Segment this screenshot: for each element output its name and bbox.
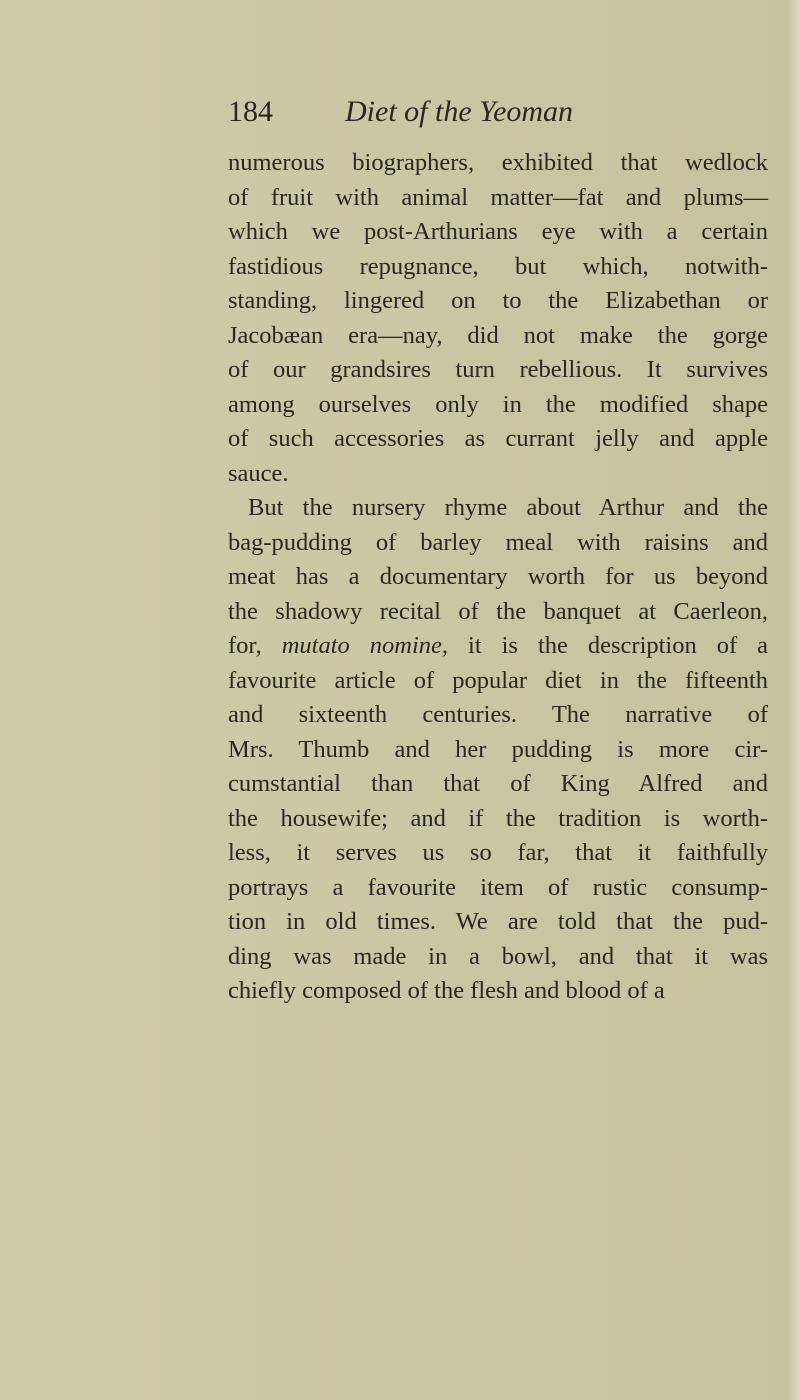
text-line: the housewife; and if the tradition is worth- (228, 804, 768, 832)
text-line: ding was made in a bowl, and that it was (228, 942, 768, 970)
page-header (228, 90, 668, 134)
italic-phrase: mutato nomine, (281, 632, 449, 659)
page-number: 184 (228, 95, 273, 128)
text-line: of such accessories as currant jelly and apple (228, 425, 768, 452)
text-line: portrays a favourite item of rustic consump- (228, 873, 768, 901)
text-line: numerous biographers, exhibited that wedlock (228, 149, 768, 176)
text-line: fastidious repugnance, but which, notwith- (228, 252, 768, 280)
text-line: bag-pudding of barley meal with raisins and (228, 528, 768, 556)
text-line: standing, lingered on to the Elizabethan or (228, 287, 768, 314)
text-fragment: it is the description of a (468, 632, 768, 659)
text-line: Jacobæan era—nay, did not make the gorge (228, 321, 768, 349)
text-line: of our grandsires turn rebellious. It survives (228, 356, 768, 383)
running-title: Diet of the Yeoman (345, 95, 574, 128)
text-line: tion in old times. We are told that the pud- (228, 908, 768, 935)
text-line: chiefly composed of the flesh and blood of a (228, 977, 665, 1004)
text-line: meat has a documentary worth for us beyond (228, 563, 768, 590)
text-line: But the nursery rhyme about Arthur and the (248, 494, 768, 521)
text-line (228, 629, 768, 664)
text-line: sauce. (228, 459, 289, 487)
text-fragment: for, (228, 632, 262, 659)
body-text (228, 146, 768, 1009)
text-line: Mrs. Thumb and her pudding is more cir- (228, 735, 768, 763)
page-edge (786, 0, 800, 1400)
text-line: less, it serves us so far, that it faithfully (228, 839, 768, 866)
text-line: cumstantial than that of King Alfred and (228, 770, 768, 797)
text-line: the shadowy recital of the banquet at Caerleon, (228, 597, 768, 625)
text-line: and sixteenth centuries. The narrative of (228, 701, 768, 728)
text-line: favourite article of popular diet in the fifteenth (228, 666, 768, 694)
text-line: among ourselves only in the modified shape (228, 390, 768, 418)
text-line: of fruit with animal matter—fat and plums— (228, 183, 768, 211)
text-line: which we post-Arthurians eye with a certain (228, 218, 768, 245)
